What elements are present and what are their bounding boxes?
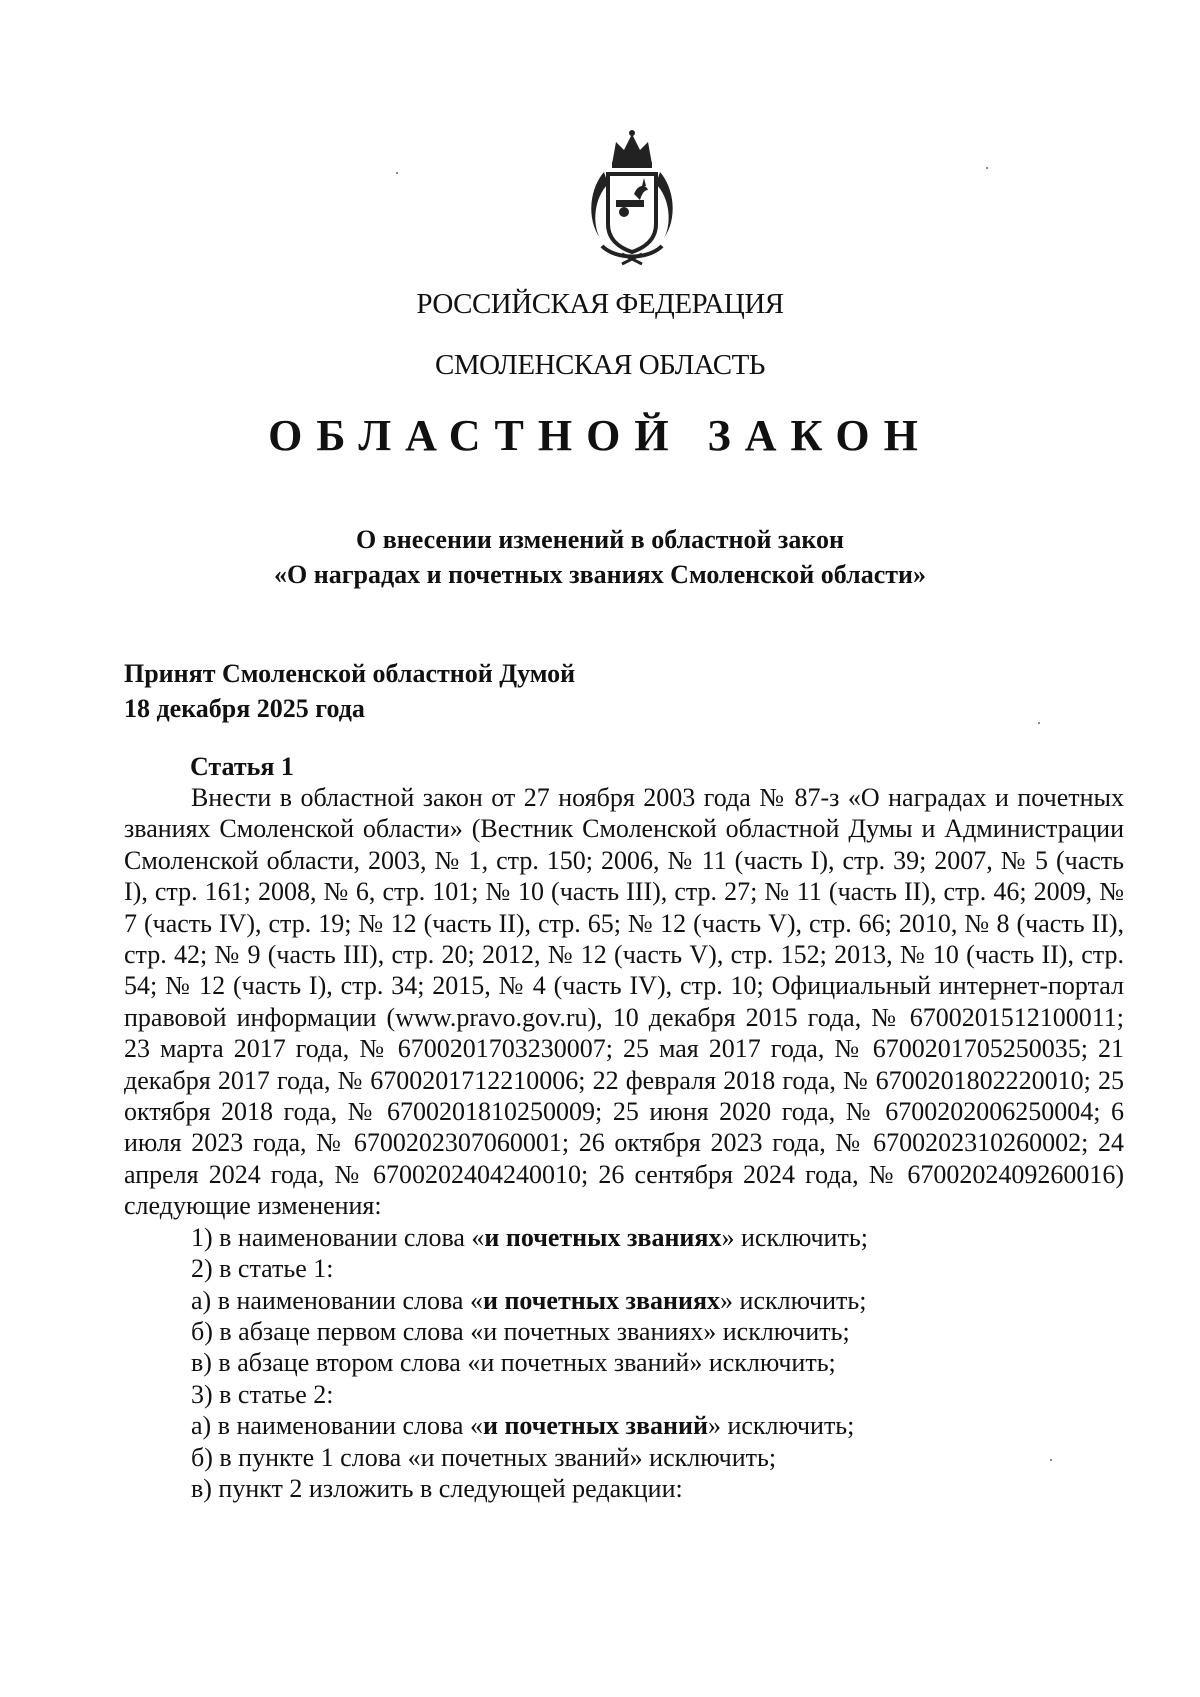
law-title-line-2: «О наградах и почетных званиях Смоленской области»	[274, 560, 926, 589]
scan-speck	[986, 167, 988, 169]
amendment-item-text: б) в абзаце первом слова «и почетных званиях» исключить;	[191, 1316, 850, 1346]
adopted-by: Принят Смоленской областной Думой	[124, 659, 576, 688]
amendment-item	[124, 1379, 1124, 1410]
amendment-item	[124, 1316, 1124, 1347]
amendment-item-emphasis: и почетных званиях	[482, 1285, 721, 1315]
coat-of-arms-icon	[582, 128, 682, 268]
scan-speck	[1050, 1459, 1052, 1461]
adoption-info	[124, 656, 575, 726]
amendment-item-text: 3) в статье 2:	[191, 1379, 334, 1409]
article-intro-paragraph: Внести в областной закон от 27 ноября 2003 года № 87-з «О наградах и почетных званиях Смоленской области» (Вестник Смоленской областной Думы и Администрации Смоленской области, 2003, № 1, стр. 150; 2006, № 11 (часть I), стр. 39; 2007, № 5 (часть I), стр. 161; 2008, № 6, стр. 101; № 10 (часть III), стр. 27; № 11 (часть II), стр. 46; 2009, № 7 (часть IV), стр. 19; № 12 (часть II), стр. 65; № 12 (часть V), стр. 66; 2010, № 8 (часть II), стр. 42; № 9 (часть III), стр. 20; 2012, № 12 (часть V), стр. 152; 2013, № 10 (часть II), стр. 54; № 12 (часть I), стр. 34; 2015, № 4 (часть IV), стр. 10; Официальный интернет-портал правовой информации (www.pravo.gov.ru), 10 декабря 2015 года, № 6700201512100011; 23 марта 2017 года, № 6700201703230007; 25 мая 2017 года, № 6700201705250035; 21 декабря 2017 года, № 6700201712210006; 22 февраля 2018 года, № 6700201802220010; 25 октября 2018 года, № 6700201810250009; 25 июня 2020 года, № 6700202006250004; 6 июля 2023 года, № 6700202307060001; 26 октября 2023 года, № 6700202310260002; 24 апреля 2024 года, № 6700202404240010; 26 сентября 2024 года, № 6700202409260016) следующие изменения:	[124, 783, 1124, 1221]
amendment-item	[124, 1473, 1124, 1504]
scan-speck	[1038, 722, 1040, 724]
amendment-item	[124, 1285, 1124, 1316]
article-heading: Статья 1	[190, 752, 294, 781]
amendment-item-text: в) в абзаце втором слова «и почетных званий» исключить;	[191, 1348, 836, 1378]
region-heading: СМОЛЕНСКАЯ ОБЛАСТЬ	[435, 349, 765, 381]
scan-speck	[396, 172, 398, 174]
amendment-item-text: 2) в статье 1:	[191, 1254, 334, 1284]
law-title-line-1: О внесении изменений в областной закон	[355, 525, 845, 554]
amendment-item-text: б) в пункте 1 слова «и почетных званий» исключить;	[191, 1442, 777, 1472]
amendment-item-emphasis: и почетных званиях	[484, 1222, 722, 1252]
article-body	[124, 782, 1124, 1504]
amendment-item-text: а) в наименовании слова «	[191, 1411, 483, 1441]
amendment-item-text-end: » исключить;	[720, 1285, 867, 1315]
country-heading: РОССИЙСКАЯ ФЕДЕРАЦИЯ	[416, 288, 784, 320]
adoption-date: 18 декабря 2025 года	[124, 694, 365, 723]
amendment-list	[124, 1222, 1124, 1505]
amendment-item	[124, 1347, 1124, 1378]
amendment-item-emphasis: и почетных званий	[482, 1411, 708, 1441]
amendment-item-text-end: » исключить;	[721, 1222, 868, 1252]
amendment-item-text-end: » исключить;	[707, 1411, 855, 1441]
amendment-item	[124, 1410, 1124, 1441]
amendment-item	[124, 1222, 1124, 1253]
law-title	[0, 522, 1200, 592]
amendment-item-text: в) пункт 2 изложить в следующей редакции:	[191, 1473, 683, 1503]
amendment-item	[124, 1253, 1124, 1284]
document-type-heading: ОБЛАСТНОЙ ЗАКОН	[268, 411, 932, 460]
amendment-item	[124, 1442, 1124, 1473]
amendment-item-text: а) в наименовании слова «	[191, 1285, 483, 1315]
amendment-item-text: 1) в наименовании слова «	[191, 1222, 485, 1252]
